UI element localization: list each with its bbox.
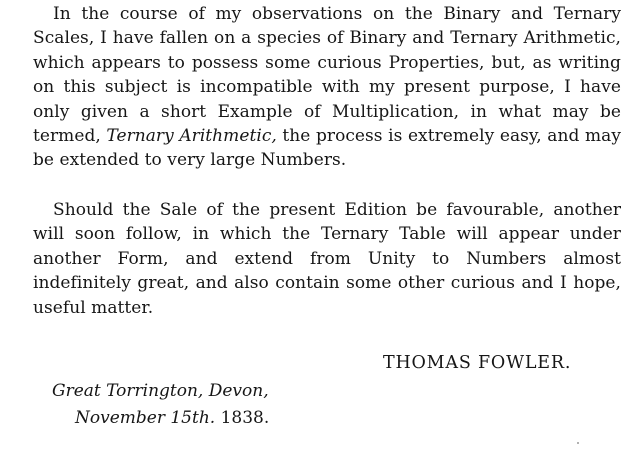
scan-speck	[577, 442, 579, 444]
paragraph-2-text: Should the Sale of the present Edition be favourable, another will soon follow, in which the Ternary Table will appear under another Form, and extend from Unity to Numbers almost indefinitely great, and also contain some other curious and I hope, useful matter.	[33, 200, 621, 318]
place-line: Great Torrington, Devon,	[52, 381, 269, 401]
paragraph-1-text-start: In the course of my observations on the Binary and Ternary Scales, I have fallen on a species of Binary and Ternary Arithmetic, which appears to possess some curious Properties, but, as writing on this subject is incompatible with my present purpose, I have only given a short Example of Multiplication, in what may be termed,	[33, 4, 621, 147]
paragraph-1-text-end: the process is extremely easy, and may be extended to very large Numbers.	[33, 126, 621, 171]
date-year: 1838.	[215, 408, 270, 428]
date-month-day: November 15th.	[75, 408, 216, 428]
paragraph-1-italic-term: Ternary Arithmetic,	[106, 126, 277, 147]
author-signature: THOMAS FOWLER.	[383, 353, 572, 373]
paragraph-next-edition	[33, 198, 621, 320]
date-line	[75, 408, 269, 428]
paragraph-ternary-arithmetic	[33, 2, 621, 173]
